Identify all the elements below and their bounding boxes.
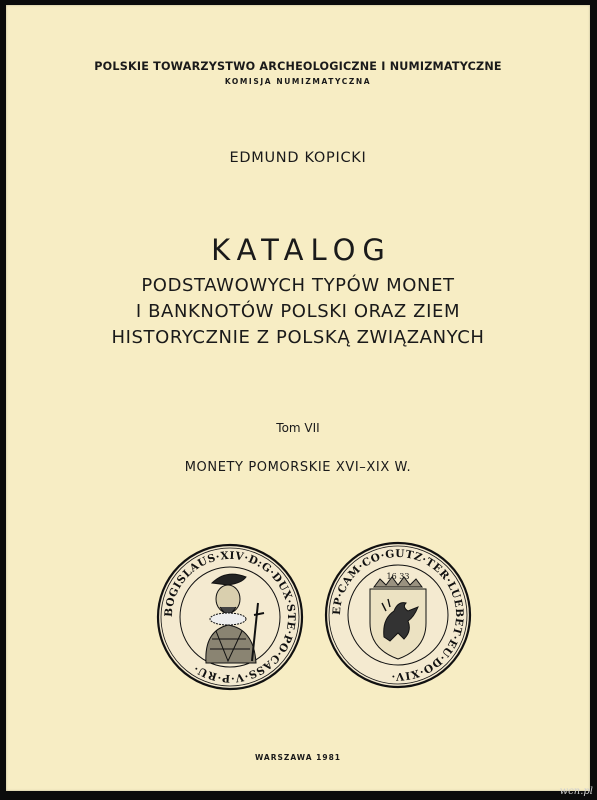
- coin-obverse-illustration: [156, 543, 304, 691]
- subtitle-line-3: HISTORYCZNIE Z POLSKĄ ZWIĄZANYCH: [111, 327, 485, 348]
- book-title: KATALOG: [211, 233, 392, 267]
- volume-number: Tom VII: [276, 421, 320, 435]
- griffin-shield-icon: [370, 577, 426, 659]
- coin-obverse-legend: BOGISLAUS·XIV·D:G·DUX·STE·PO·CASS·V·P·RU·: [162, 549, 298, 685]
- series-title: MONETY POMORSKIE XVI–XIX W.: [184, 460, 412, 475]
- commission-name: KOMISJA NUMIZMATYCZNA: [224, 77, 372, 86]
- subtitle-line-1: PODSTAWOWYCH TYPÓW MONET: [141, 275, 455, 296]
- coin-reverse-legend: EP·CAM·CO·GUTZ·TER·LUEBET·EU·DO·XIV·: [330, 547, 466, 683]
- author-name: EDMUND KOPICKI: [229, 150, 367, 166]
- coin-date: 16 33: [386, 572, 410, 581]
- publisher-name: POLSKIE TOWARZYSTWO ARCHEOLOGICZNE I NUMIZMATYCZNE: [94, 60, 502, 73]
- subtitle-line-2: I BANKNOTÓW POLSKI ORAZ ZIEM: [135, 301, 461, 322]
- watermark: wcn.pl: [559, 786, 593, 797]
- book-cover: [6, 5, 590, 791]
- place-and-year: WARSZAWA 1981: [254, 753, 342, 762]
- coin-reverse-illustration: [324, 541, 472, 689]
